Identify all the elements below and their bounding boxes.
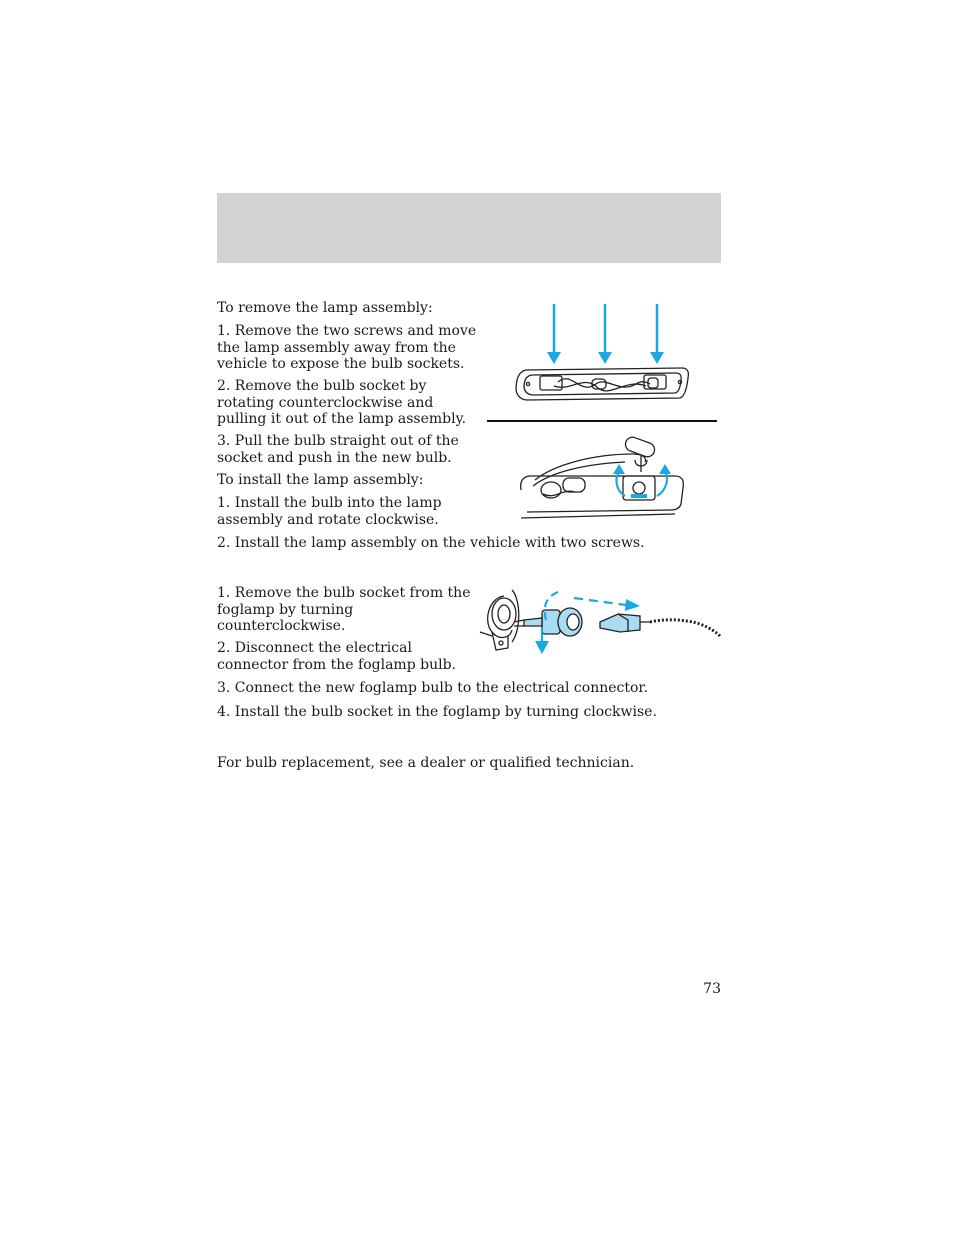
- foglamp-step-1: 1. Remove the bulb socket from the foglamp by turning counterclockwise.: [217, 585, 471, 634]
- lamp-housing-icon: [521, 435, 684, 518]
- down-arrow-icon: [547, 304, 561, 364]
- down-arrow-icon: [650, 304, 664, 364]
- foglamp-step-4: 4. Install the bulb socket in the foglamp by turning clockwise.: [217, 704, 657, 720]
- remove-step-1: 1. Remove the two screws and move the lamp assembly away from the vehicle to expose the bulb sockets.: [217, 323, 477, 372]
- page-number: 73: [703, 981, 721, 997]
- remove-step-3: 3. Pull the bulb straight out of the socket and push in the new bulb.: [217, 433, 459, 466]
- foglamp-housing-icon: [480, 590, 519, 650]
- install-step-1: 1. Install the bulb into the lamp assembly and rotate clockwise.: [217, 495, 442, 528]
- down-arrow-icon: [598, 304, 612, 364]
- connector-icon: [600, 614, 650, 632]
- foglamp-step-2: 2. Disconnect the electrical connector from the foglamp bulb.: [217, 640, 456, 673]
- rotate-arrow-icon: [657, 464, 671, 496]
- lamp-housing-icon: [516, 368, 688, 400]
- socket-tab-highlight: [631, 494, 647, 498]
- install-step-2: 2. Install the lamp assembly on the vehicle with two screws.: [217, 535, 645, 551]
- install-lamp-intro: To install the lamp assembly:: [217, 472, 424, 488]
- bulb-socket-icon: [514, 608, 582, 636]
- section-header-band: [217, 193, 721, 263]
- lamp-assembly-removal-illustration: [480, 300, 720, 425]
- remove-lamp-intro: To remove the lamp assembly:: [217, 300, 433, 316]
- dealer-note: For bulb replacement, see a dealer or qualified technician.: [217, 755, 635, 771]
- remove-step-2: 2. Remove the bulb socket by rotating counterclockwise and pulling it out of the lamp assembly.: [217, 378, 467, 427]
- foglamp-bulb-removal-illustration: [478, 584, 723, 656]
- wire-harness-icon: [650, 620, 720, 636]
- foglamp-step-3: 3. Connect the new foglamp bulb to the electrical connector.: [217, 680, 649, 696]
- bulb-socket-rotation-illustration: [515, 430, 690, 522]
